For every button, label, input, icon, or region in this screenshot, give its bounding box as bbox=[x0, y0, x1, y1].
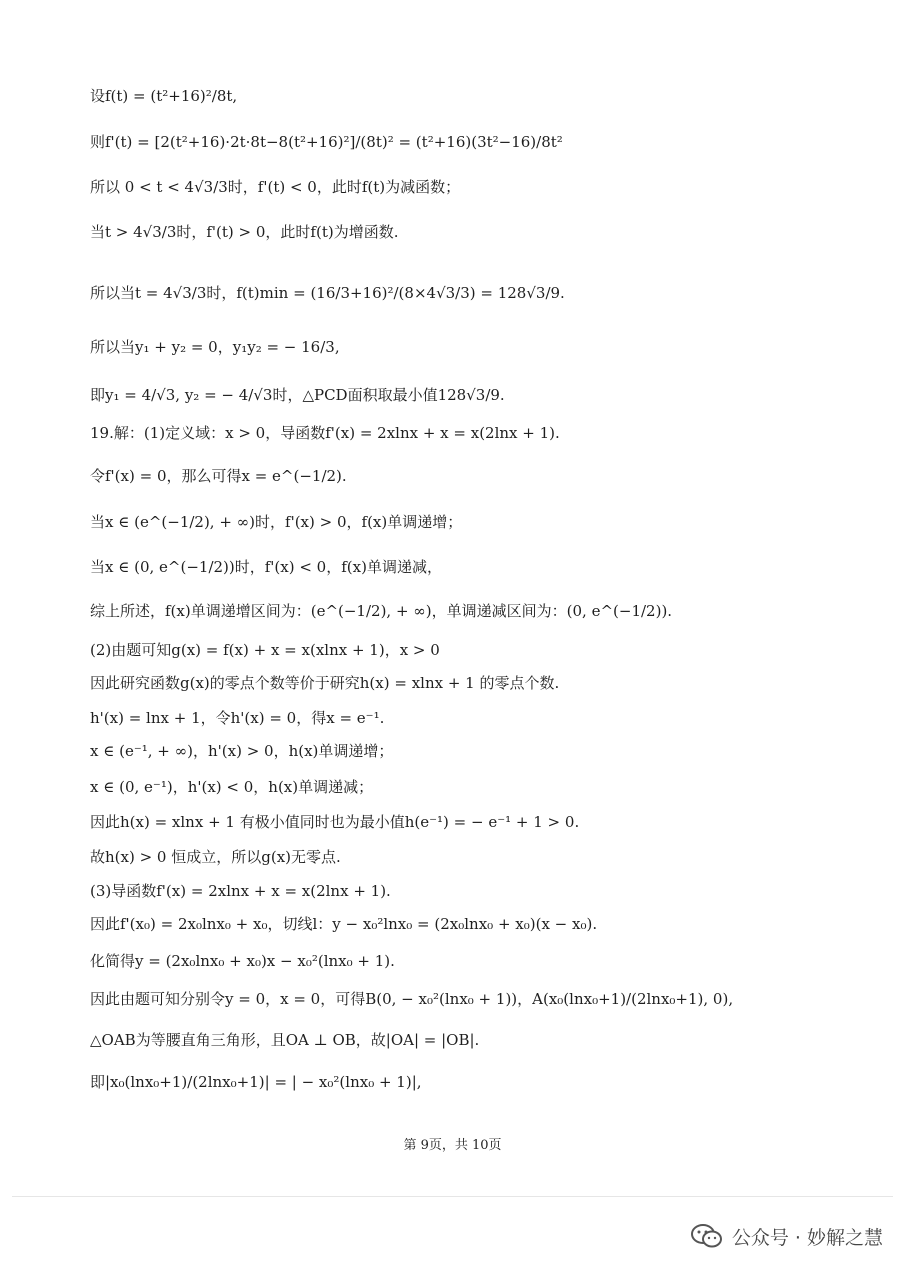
text-line: △OAB为等腰直角三角形，且OA ⊥ OB，故|OA| = |OB|. bbox=[90, 1031, 480, 1049]
text-line: 化简得y = (2x₀lnx₀ + x₀)x − x₀²(lnx₀ + 1). bbox=[90, 952, 395, 970]
text-line: 因此由题可知分别令y = 0，x = 0，可得B(0, − x₀²(lnx₀ + 1))，A(x₀(lnx₀+1)/(2lnx₀+1), 0), bbox=[90, 990, 734, 1008]
text-line: 所以 0 < t < 4√3/3时，f'(t) < 0，此时f(t)为减函数； bbox=[90, 178, 461, 196]
text-line: 令f'(x) = 0，那么可得x = e^(−1/2). bbox=[90, 467, 347, 485]
text-line: 19.解：(1)定义域：x > 0，导函数f'(x) = 2xlnx + x = x(2lnx + 1). bbox=[90, 424, 560, 442]
text-line: x ∈ (e⁻¹, + ∞)，h'(x) > 0，h(x)单调递增； bbox=[90, 742, 394, 760]
watermark bbox=[690, 1222, 883, 1250]
text-line: 故h(x) > 0 恒成立，所以g(x)无零点. bbox=[90, 848, 341, 866]
text-line: x ∈ (0, e⁻¹)，h'(x) < 0，h(x)单调递减； bbox=[90, 778, 374, 796]
text-line: 因此f'(x₀) = 2x₀lnx₀ + x₀，切线l：y − x₀²lnx₀ = (2x₀lnx₀ + x₀)(x − x₀). bbox=[90, 915, 598, 933]
text-line: 当x ∈ (e^(−1/2), + ∞)时，f'(x) > 0，f(x)单调递增； bbox=[90, 513, 463, 531]
text-line: 综上所述，f(x)单调递增区间为：(e^(−1/2), + ∞)，单调递减区间为：(0, e^(−1/2)). bbox=[90, 602, 673, 620]
divider bbox=[12, 1196, 893, 1197]
text-line: 则f'(t) = [2(t²+16)·2t·8t−8(t²+16)²]/(8t)² = (t²+16)(3t²−16)/8t² bbox=[90, 133, 563, 151]
text-line: 当x ∈ (0, e^(−1/2))时，f'(x) < 0，f(x)单调递减， bbox=[90, 558, 442, 576]
text-line: 所以当y₁ + y₂ = 0，y₁y₂ = − 16/3, bbox=[90, 338, 340, 356]
text-line: 因此h(x) = xlnx + 1 有极小值同时也为最小值h(e⁻¹) = − e⁻¹ + 1 > 0. bbox=[90, 813, 580, 831]
text-line: h'(x) = lnx + 1，令h'(x) = 0，得x = e⁻¹. bbox=[90, 709, 385, 727]
text-line: 因此研究函数g(x)的零点个数等价于研究h(x) = xlnx + 1 的零点个数. bbox=[90, 674, 560, 692]
text-line: 当t > 4√3/3时，f'(t) > 0，此时f(t)为增函数. bbox=[90, 223, 399, 241]
text-line: 所以当t = 4√3/3时，f(t)min = (16/3+16)²/(8×4√3/3) = 128√3/9. bbox=[90, 284, 565, 302]
text-line: 即y₁ = 4/√3, y₂ = − 4/√3时，△PCD面积取最小值128√3/9. bbox=[90, 386, 505, 404]
text-line: 设f(t) = (t²+16)²/8t, bbox=[90, 87, 238, 105]
page-footer: 第 9页，共 10页 bbox=[403, 1138, 502, 1153]
watermark-text: 公众号 · 妙解之慧 bbox=[731, 1226, 883, 1249]
text-line: 即|x₀(lnx₀+1)/(2lnx₀+1)| = | − x₀²(lnx₀ + 1)|, bbox=[90, 1073, 422, 1091]
text-line: (2)由题可知g(x) = f(x) + x = x(xlnx + 1)，x > 0 bbox=[90, 641, 440, 659]
text-line: (3)导函数f'(x) = 2xlnx + x = x(2lnx + 1). bbox=[90, 882, 391, 900]
wechat-icon bbox=[690, 1222, 724, 1250]
